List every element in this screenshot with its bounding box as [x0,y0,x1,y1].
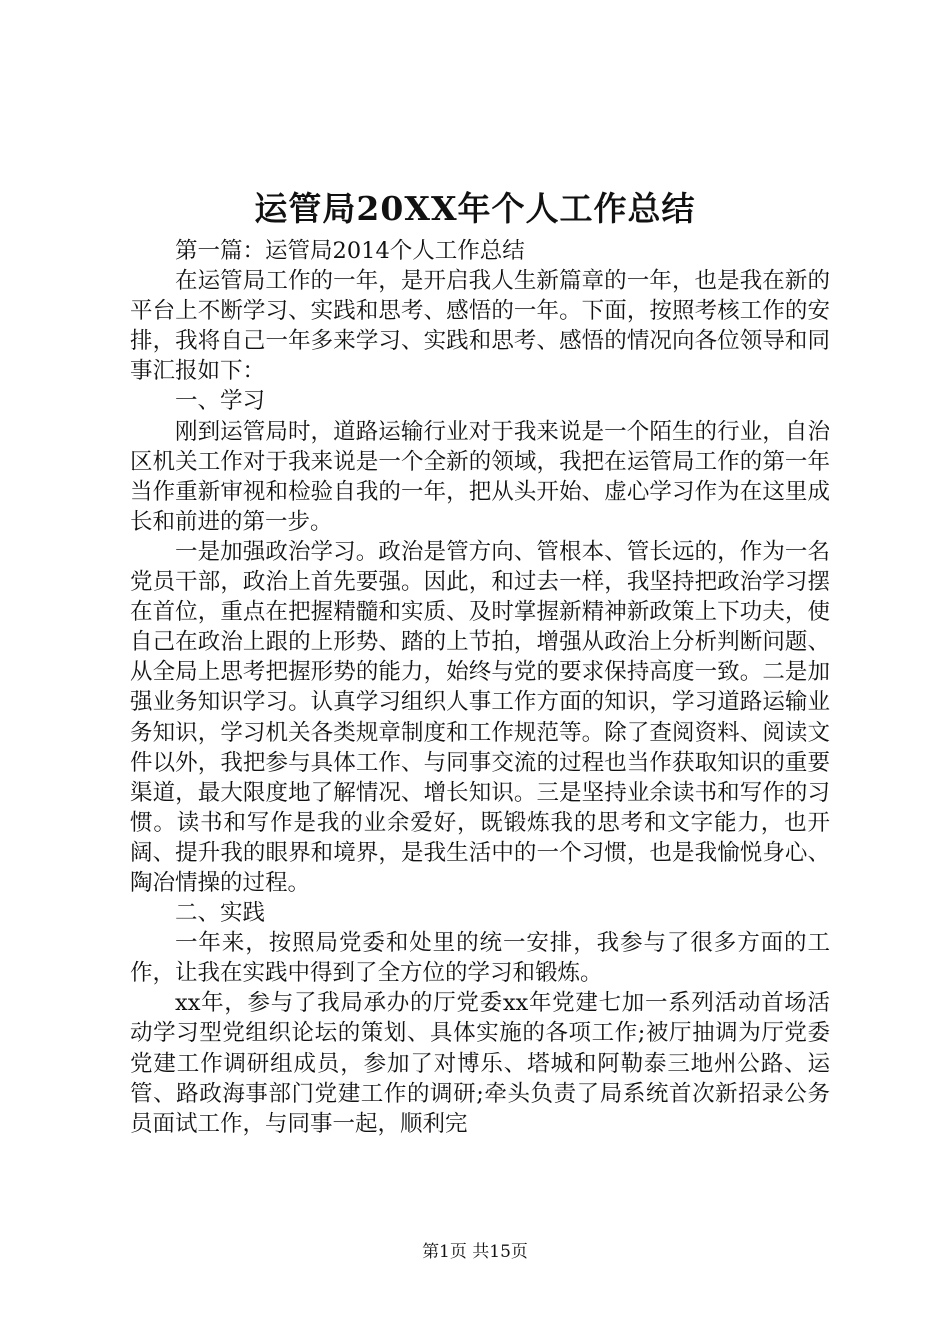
practice-paragraph-1: 一年来，按照局党委和处里的统一安排，我参与了很多方面的工作，让我在实践中得到了全方位的学习和锻炼。 [130,930,830,987]
section-heading-study: 一、学习 [175,388,266,415]
practice-paragraph-2: xx年，参与了我局承办的厅党委xx年党建七加一系列活动首场活动学习型党组织论坛的策划、具体实施的各项工作;被厅抽调为厅党委党建工作调研组成员，参加了对博乐、塔城和阿勒泰三地州公路、运管、路政海事部门党建工作的调研;牵头负责了局系统首次新招录公务员面试工作，与同事一起，顺利完 [130,990,830,1137]
section-heading-first-part: 第一篇：运管局2014个人工作总结 [175,238,525,264]
intro-paragraph: 在运管局工作的一年，是开启我人生新篇章的一年，也是我在新的平台上不断学习、实践和思考、感悟的一年。下面，按照考核工作的安排，我将自己一年多来学习、实践和思考、感悟的情况向各位领导和同事汇报如下： [130,268,830,385]
page-number-footer: 第1页 共15页 [422,1242,528,1262]
document-title: 运管局20XX年个人工作总结 [254,189,696,228]
document-body [130,236,830,1139]
section-heading-practice: 二、实践 [175,900,266,927]
study-paragraph-1: 刚到运管局时，道路运输行业对于我来说是一个陌生的行业，自治区机关工作对于我来说是一个全新的领域，我把在运管局工作的第一年当作重新审视和检验自我的一年，把从头开始、虚心学习作为在这里成长和前进的第一步。 [130,418,830,535]
study-paragraph-2: 一是加强政治学习。政治是管方向、管根本、管长远的，作为一名党员干部，政治上首先要强。因此，和过去一样，我坚持把政治学习摆在首位，重点在把握精髓和实质、及时掌握新精神新政策上下功夫，使自己在政治上跟的上形势、踏的上节拍，增强从政治上分析判断问题、从全局上思考把握形势的能力，始终与党的要求保持高度一致。二是加强业务知识学习。认真学习组织人事工作方面的知识，学习道路运输业务知识，学习机关各类规章制度和工作规范等。除了查阅资料、阅读文件以外，我把参与具体工作、与同事交流的过程也当作获取知识的重要渠道，最大限度地了解情况、增长知识。三是坚持业余读书和写作的习惯。读书和写作是我的业余爱好，既锻炼我的思考和文字能力，也开阔、提升我的眼界和境界，是我生活中的一个习惯，也是我愉悦身心、陶冶情操的过程。 [130,538,830,896]
